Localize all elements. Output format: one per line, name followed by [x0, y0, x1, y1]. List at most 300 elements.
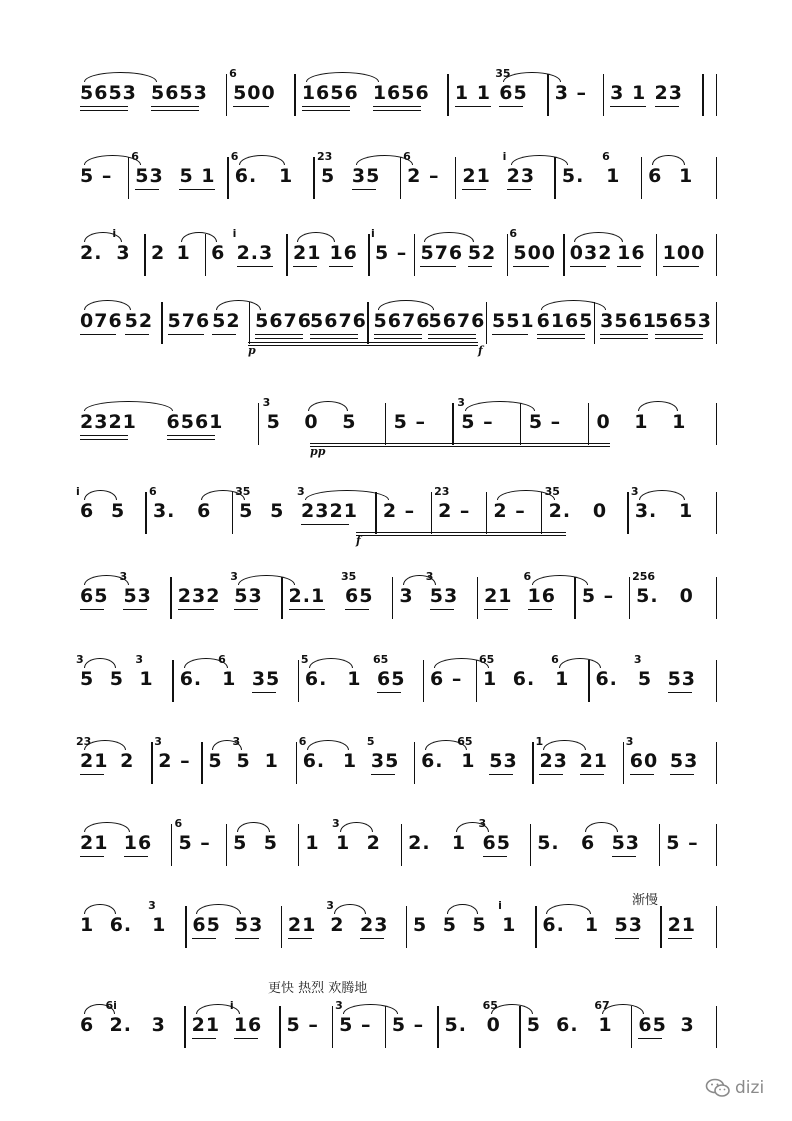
slur: [309, 658, 353, 668]
notation-line: [78, 817, 718, 874]
note-group: 5653: [80, 82, 137, 104]
grace-note: 3: [335, 999, 343, 1012]
beam-underline: [302, 106, 350, 107]
beam-underline: [468, 266, 492, 267]
barline: [185, 906, 186, 948]
beam-underline: [492, 334, 528, 335]
grace-note: 35: [235, 485, 251, 498]
barline: [171, 824, 172, 866]
note-group: 6.: [421, 750, 444, 772]
note-group: 5 –: [581, 585, 615, 607]
barline: [227, 157, 228, 199]
barline: [184, 1006, 185, 1048]
note-group: 52: [467, 242, 497, 264]
note-group: 076: [80, 310, 123, 332]
slur: [543, 740, 585, 750]
beam-underline: [234, 609, 258, 610]
note-group: 53: [669, 750, 699, 772]
note-group: 1: [555, 668, 570, 690]
note-group: 2.: [80, 242, 103, 264]
grace-note: 3: [230, 570, 238, 583]
barline: [145, 492, 146, 534]
beam-underline: [234, 1038, 258, 1039]
note-group: 5.: [636, 585, 659, 607]
note-group: 2: [366, 832, 381, 854]
slur: [511, 155, 568, 165]
beam-underline: [638, 1038, 662, 1039]
barline: [279, 1006, 280, 1048]
hairpin: [356, 535, 566, 536]
beam-underline-double: [80, 439, 128, 440]
note-group: 1: [606, 165, 621, 187]
barline: [201, 742, 202, 784]
grace-note: 65: [479, 653, 495, 666]
beam-underline: [252, 692, 276, 693]
beam-underline: [125, 334, 149, 335]
beam-underline-double: [302, 110, 350, 111]
hairpin: [310, 446, 610, 447]
note-group: 5 –: [80, 165, 113, 187]
note-group: 5.: [537, 832, 560, 854]
slur: [84, 401, 173, 411]
note-group: 5: [342, 411, 357, 433]
note-group: 1: [584, 914, 600, 936]
grace-note: 65: [482, 999, 498, 1012]
note-group: 5: [239, 500, 254, 522]
slur: [308, 401, 348, 411]
barline: [406, 906, 407, 948]
grace-note: 6: [602, 150, 610, 163]
beam-underline: [80, 856, 104, 857]
note-group: 5 –: [339, 1014, 372, 1036]
note-group: 5: [263, 832, 278, 854]
note-group: 6.: [109, 914, 133, 936]
wechat-icon: [705, 1078, 731, 1098]
note-group: 6165: [536, 310, 594, 332]
beam-underline-double: [428, 338, 476, 339]
note-group: 5653: [655, 310, 712, 332]
note-group: 21: [80, 832, 109, 854]
note-group: 53: [123, 585, 152, 607]
note-group: 5 –: [374, 242, 408, 264]
note-group: 16: [617, 242, 646, 264]
note-group: 1 1: [454, 82, 491, 104]
note-group: 21: [293, 242, 322, 264]
slur: [84, 904, 116, 914]
grace-note: 3: [154, 735, 162, 748]
note-group: 0: [592, 500, 608, 522]
beam-underline: [192, 1038, 216, 1039]
note-group: 5: [236, 750, 251, 772]
note-group: 6.: [179, 668, 203, 690]
beam-underline: [124, 856, 148, 857]
slur: [503, 72, 560, 82]
note-group: 1: [598, 1014, 613, 1036]
beam-underline: [617, 266, 641, 267]
slur: [239, 155, 285, 165]
note-group: 5 1: [179, 165, 216, 187]
barline: [332, 1006, 333, 1048]
note-group: 1: [502, 914, 517, 936]
note-group: 3.: [634, 500, 658, 522]
beam-underline: [539, 774, 563, 775]
grace-note: 3: [457, 396, 465, 409]
note-group: 23: [506, 165, 536, 187]
grace-note: 6: [131, 150, 139, 163]
note-group: 23: [360, 914, 389, 936]
slur: [532, 575, 588, 585]
beam-underline: [610, 106, 646, 107]
barline: [588, 403, 589, 445]
tempo-marking-ritardando: 渐慢: [632, 893, 659, 908]
barline: [296, 742, 297, 784]
barline: [447, 74, 448, 116]
note-group: 53: [234, 585, 263, 607]
note-group: 100: [662, 242, 706, 264]
beam-underline-double: [151, 110, 199, 111]
slur: [306, 72, 379, 82]
note-group: 53: [611, 832, 641, 854]
beam-underline: [668, 692, 692, 693]
note-group: 5: [472, 914, 487, 936]
beam-underline: [420, 266, 456, 267]
grace-note: 3: [326, 899, 334, 912]
grace-note: 23: [316, 150, 333, 163]
note-group: 2.1: [288, 585, 326, 607]
note-group: 3: [151, 1014, 166, 1036]
note-group: 65: [638, 1014, 667, 1036]
beam-underline: [329, 266, 353, 267]
beam-underline: [663, 266, 699, 267]
barline: [144, 234, 145, 276]
note-group: 5 –: [391, 1014, 425, 1036]
note-group: 1: [80, 914, 95, 936]
beam-underline: [484, 609, 508, 610]
beam-underline: [513, 266, 549, 267]
note-group: 53: [489, 750, 518, 772]
slur: [378, 300, 435, 310]
barline: [151, 742, 152, 784]
note-group: 0: [596, 411, 611, 433]
barline: [226, 74, 227, 116]
note-group: 5: [109, 668, 124, 690]
barline: [716, 660, 717, 702]
note-group: 23: [539, 750, 568, 772]
slur: [84, 822, 130, 832]
note-group: 3 –: [554, 82, 588, 104]
barline: [385, 403, 386, 445]
slur: [84, 232, 122, 242]
note-group: 2: [120, 750, 135, 772]
notation-line: [78, 570, 718, 627]
grace-note: 23: [76, 735, 92, 748]
barline: [226, 824, 227, 866]
note-group: 5 –: [461, 411, 494, 433]
note-group: 032: [569, 242, 613, 264]
dynamic-marking: f: [356, 534, 361, 547]
beam-underline: [167, 435, 215, 436]
slur: [84, 72, 157, 82]
note-group: 6.: [234, 165, 258, 187]
dynamic-marking: pp: [310, 445, 326, 458]
note-group: 5 –: [286, 1014, 319, 1036]
beam-underline: [668, 938, 692, 939]
beam-underline: [489, 774, 513, 775]
note-group: 5 –: [666, 832, 699, 854]
beam-underline: [310, 334, 358, 335]
barline: [486, 492, 487, 534]
beam-underline: [507, 189, 531, 190]
note-group: 35: [251, 668, 281, 690]
beam-underline: [670, 774, 694, 775]
beam-underline: [615, 938, 639, 939]
slur: [465, 401, 535, 411]
beam-underline: [377, 692, 401, 693]
beam-underline: [499, 106, 523, 107]
note-group: 6.: [542, 914, 565, 936]
barline: [452, 403, 453, 445]
barline: [286, 234, 287, 276]
note-group: 1656: [372, 82, 430, 104]
note-group: 232: [177, 585, 221, 607]
beam-underline: [135, 189, 159, 190]
notation-line: [78, 304, 718, 357]
beam-underline-double: [310, 338, 358, 339]
note-group: 1: [139, 668, 154, 690]
note-group: 1: [347, 668, 362, 690]
note-group: 2: [151, 242, 166, 264]
notation-line: [76, 653, 718, 710]
note-group: 35: [370, 750, 400, 772]
note-group: 2321: [301, 500, 358, 522]
dynamic-marking: f: [478, 344, 483, 357]
grace-note: 5: [366, 735, 375, 748]
beam-underline: [374, 334, 422, 335]
beam-underline: [192, 938, 216, 939]
hairpin: [248, 345, 478, 346]
slur: [340, 822, 373, 832]
barline: [603, 74, 604, 116]
note-group: 0: [486, 1014, 501, 1036]
note-group: 6.: [302, 750, 326, 772]
note-group: 53: [667, 668, 697, 690]
beam-underline: [212, 334, 236, 335]
note-group: 5: [270, 500, 285, 522]
notation-line: [78, 999, 718, 1056]
note-group: 23: [654, 82, 683, 104]
notation-line: [78, 227, 718, 284]
note-group: 6.: [556, 1014, 579, 1036]
note-group: 5: [80, 668, 95, 690]
beam-underline: [235, 938, 259, 939]
notation-line: [78, 150, 718, 207]
note-group: 6: [197, 500, 212, 522]
slur: [541, 300, 607, 310]
grace-note: 6: [148, 485, 157, 498]
grace-note: i: [232, 227, 237, 240]
note-group: 65: [482, 832, 511, 854]
beam-underline-double: [537, 338, 585, 339]
beam-underline-double: [600, 338, 648, 339]
note-group: 1: [222, 668, 237, 690]
grace-note: 3: [630, 485, 639, 498]
note-group: 3 1: [610, 82, 647, 104]
barline: [414, 742, 415, 784]
slur: [297, 232, 335, 242]
barline: [423, 660, 424, 702]
beam-underline: [80, 774, 104, 775]
barline: [401, 824, 402, 866]
barline: [161, 302, 162, 344]
grace-note: 6: [174, 817, 183, 830]
slur: [216, 300, 261, 310]
barline: [716, 742, 717, 784]
note-group: 6: [80, 500, 95, 522]
note-group: 5: [637, 668, 653, 690]
note-group: 2.: [408, 832, 431, 854]
barline: [659, 824, 660, 866]
beam-underline: [255, 334, 303, 335]
slur: [602, 1004, 644, 1014]
slur: [652, 155, 685, 165]
barline: [298, 824, 299, 866]
barline: [294, 74, 295, 116]
beam-underline: [301, 524, 349, 525]
barline: [716, 824, 717, 866]
barline: [367, 302, 368, 344]
grace-note: i: [76, 485, 80, 498]
note-group: 5 –: [528, 411, 562, 433]
note-group: 5: [413, 914, 428, 936]
note-group: 3.: [152, 500, 176, 522]
note-group: 16: [527, 585, 556, 607]
grace-note: 65: [372, 653, 389, 666]
grace-note: 3: [331, 817, 340, 830]
beam-underline: [237, 266, 273, 267]
beam-underline-double: [655, 338, 703, 339]
note-group: 1: [634, 411, 649, 433]
note-group: 1: [679, 165, 694, 187]
beam-underline: [428, 334, 476, 335]
note-group: 551: [491, 310, 535, 332]
barline: [530, 824, 531, 866]
beam-underline: [179, 189, 215, 190]
barline: [313, 157, 314, 199]
barline: [660, 906, 661, 948]
slur: [181, 232, 218, 242]
beam-underline: [360, 938, 384, 939]
note-group: 21: [191, 1014, 221, 1036]
grace-note: 6: [509, 227, 517, 240]
barline: [392, 577, 393, 619]
barline: [455, 157, 456, 199]
watermark: [705, 1078, 764, 1098]
beam-underline-double: [167, 439, 215, 440]
beam-underline: [80, 435, 128, 436]
barline: [716, 403, 717, 445]
note-group: 21: [287, 914, 317, 936]
grace-note: 3: [76, 653, 84, 666]
barline: [507, 234, 508, 276]
grace-note: 1: [535, 735, 544, 748]
note-group: 6.: [304, 668, 328, 690]
note-group: 16: [233, 1014, 263, 1036]
grace-note: 3: [297, 485, 305, 498]
slur: [638, 401, 678, 411]
note-group: 6: [80, 1014, 95, 1036]
note-group: 5676: [428, 310, 486, 332]
slur: [559, 658, 601, 668]
slur: [237, 822, 270, 832]
note-group: 5.: [561, 165, 585, 187]
barline: [431, 492, 432, 534]
beam-underline: [537, 334, 585, 335]
notation-line: [76, 735, 718, 792]
note-group: 3: [116, 242, 131, 264]
grace-note: i: [498, 899, 502, 912]
grace-note: 3: [425, 570, 434, 583]
note-group: 1: [679, 500, 694, 522]
barline: [656, 234, 657, 276]
note-group: 1: [342, 750, 358, 772]
barline: [535, 906, 536, 948]
beam-underline: [293, 266, 317, 267]
note-group: 2 –: [407, 165, 440, 187]
watermark-text: dizi: [735, 1078, 765, 1098]
grace-note: 6i: [105, 999, 117, 1012]
grace-note: 6: [298, 735, 307, 748]
barline: [298, 660, 299, 702]
note-group: 5676: [310, 310, 367, 332]
slur: [585, 822, 618, 832]
grace-note: 3: [148, 899, 156, 912]
grace-note: 5: [300, 653, 309, 666]
beam-underline: [528, 609, 552, 610]
grace-note: 6: [523, 570, 532, 583]
note-group: 53: [614, 914, 643, 936]
note-group: 53: [234, 914, 264, 936]
note-group: 52: [124, 310, 154, 332]
note-group: 6: [648, 165, 663, 187]
note-group: 21: [484, 585, 513, 607]
slur: [307, 740, 349, 750]
slur: [574, 232, 623, 242]
note-group: 0: [679, 585, 694, 607]
grace-note: 6: [551, 653, 559, 666]
note-group: 5676: [255, 310, 312, 332]
beam-underline-double: [80, 110, 128, 111]
note-group: 65: [345, 585, 374, 607]
grace-note: i: [229, 999, 234, 1012]
beam-underline: [80, 334, 116, 335]
barline: [716, 234, 717, 276]
barline: [563, 234, 564, 276]
note-group: 3: [680, 1014, 695, 1036]
note-group: 60: [629, 750, 659, 772]
barline: [532, 742, 533, 784]
grace-note: 6: [229, 67, 237, 80]
note-group: 6: [580, 832, 596, 854]
beam-underline: [655, 106, 679, 107]
grace-note: 35: [544, 485, 560, 498]
beam-underline-double: [374, 338, 422, 339]
grace-note: i: [502, 150, 507, 163]
note-group: 1: [451, 832, 467, 854]
grace-note: 256: [632, 570, 656, 583]
grace-note: 6: [218, 653, 226, 666]
beam-underline: [168, 334, 204, 335]
note-group: 0: [304, 411, 319, 433]
